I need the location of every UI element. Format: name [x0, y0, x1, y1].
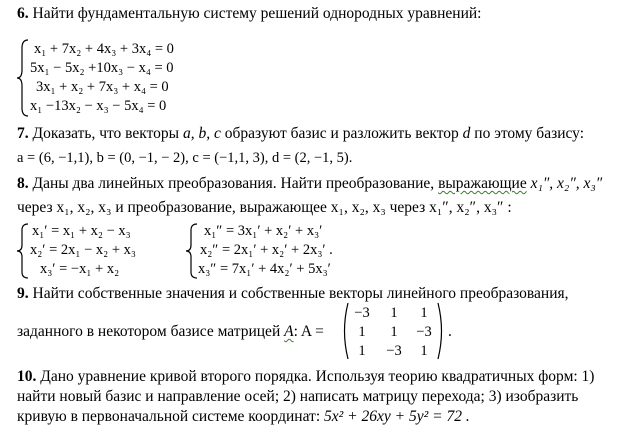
p6-eq-1: x₁ + 7x₂ + 4x₃ + 3x₄ = 0 [34, 41, 174, 57]
matrix-right-paren [436, 302, 446, 360]
problem-10-line-2: найти новый базис и направление осей; 2) написать матрицу перехода; 3) изобразить [17, 388, 579, 405]
problem-10-equation: 5x² + 26xy + 5y² = 72 . [324, 408, 470, 425]
matrix-a [348, 306, 438, 360]
problem-7-coords: a = (6, −1,1), b = (0, −1, − 2), c = (−1,1, 3), d = (2, −1, 5). [17, 150, 353, 166]
problem-10-line-1 [17, 369, 594, 385]
problem-7-number: 7. [17, 125, 29, 142]
problem-10-text: Дано уравнение кривой второго порядка. Используя теорию квадратичных форм: 1) [40, 368, 595, 385]
problem-7-vector-d: d [462, 125, 471, 142]
problem-9-text-2: заданного в некотором базисе матрицей [17, 323, 281, 340]
problem-6-title: Найти фундаментальную систему решений однородных уравнений: [32, 5, 482, 22]
p8-sys1-eq-3: x₃′ = −x₁ + x₂ [40, 261, 120, 277]
problem-7 [17, 126, 584, 142]
matrix-cell: −3 [416, 324, 432, 340]
problem-7-text-c: по этому базису: [474, 125, 585, 142]
problem-8-number: 8. [17, 175, 29, 192]
problem-8-vars: x₁″, x₂″, x₃″ [530, 175, 603, 192]
p8-sys1-eq-2: x₂′ = 2x₁ − x₂ + x₃ [30, 242, 136, 258]
matrix-cell: −3 [354, 305, 370, 321]
problem-9-line-2 [17, 324, 324, 340]
problem-7-text-a: Доказать, что векторы [32, 125, 180, 142]
matrix-name: A [284, 323, 294, 340]
problem-6-number: 6. [17, 5, 29, 22]
problem-8-text: Даны два линейных преобразования. Найти преобразование, [32, 175, 435, 192]
problem-10-text-3: кривую в первоначальной системе координат: [17, 408, 321, 425]
matrix-cell: −3 [386, 343, 402, 359]
p8-sys1-eq-1: x₁′ = x₁ + x₂ − x₃ [32, 223, 131, 239]
matrix-cell: 1 [420, 343, 428, 359]
matrix-cell: 1 [390, 324, 398, 340]
problem-10-number: 10. [17, 368, 37, 385]
matrix-cell: 1 [420, 305, 428, 321]
system-brace [16, 222, 30, 280]
problem-7-vectors: a, b, c [182, 125, 221, 142]
system-brace [185, 222, 199, 280]
problem-8-wavy-word: выражающие [438, 175, 527, 192]
matrix-cell: 1 [358, 324, 366, 340]
problem-10-line-3 [17, 409, 470, 425]
problem-6 [17, 6, 481, 22]
p8-sys2-eq-1: x₁″ = 3x₁′ + x₂′ + x₃′ [204, 223, 323, 239]
matrix-cell: 1 [390, 305, 398, 321]
matrix-cell: 1 [358, 343, 366, 359]
problem-9-text: Найти собственные значения и собственные векторы линейного преобразования, [32, 285, 569, 302]
p6-eq-2: 5x₁ − 5x₂ +10x₃ − x₄ = 0 [30, 60, 174, 76]
system-brace [16, 38, 30, 118]
matrix-eq: : A = [293, 323, 324, 340]
problem-8-line-2: через x₁, x₂, x₃ и преобразование, выражающее x₁, x₂, x₃ через x₁″, x₂″, x₃″ : [17, 199, 512, 216]
p8-sys2-eq-2: x₂″ = 2x₁′ + x₂′ + 2x₃′ . [200, 242, 333, 258]
p6-eq-3: 3x₁ + x₂ + 7x₃ + x₄ = 0 [36, 79, 169, 95]
p6-eq-4: x₁ −13x₂ − x₃ − 5x₄ = 0 [30, 98, 167, 114]
problem-9-line-1 [17, 286, 569, 302]
problem-7-text-b: образуют базис и разложить вектор [224, 125, 459, 142]
problem-9-number: 9. [17, 285, 29, 302]
matrix-period: . [448, 323, 452, 340]
p8-sys2-eq-3: x₃″ = 7x₁′ + 4x₂′ + 5x₃′ [198, 261, 331, 277]
problem-8-line-1 [17, 176, 602, 192]
